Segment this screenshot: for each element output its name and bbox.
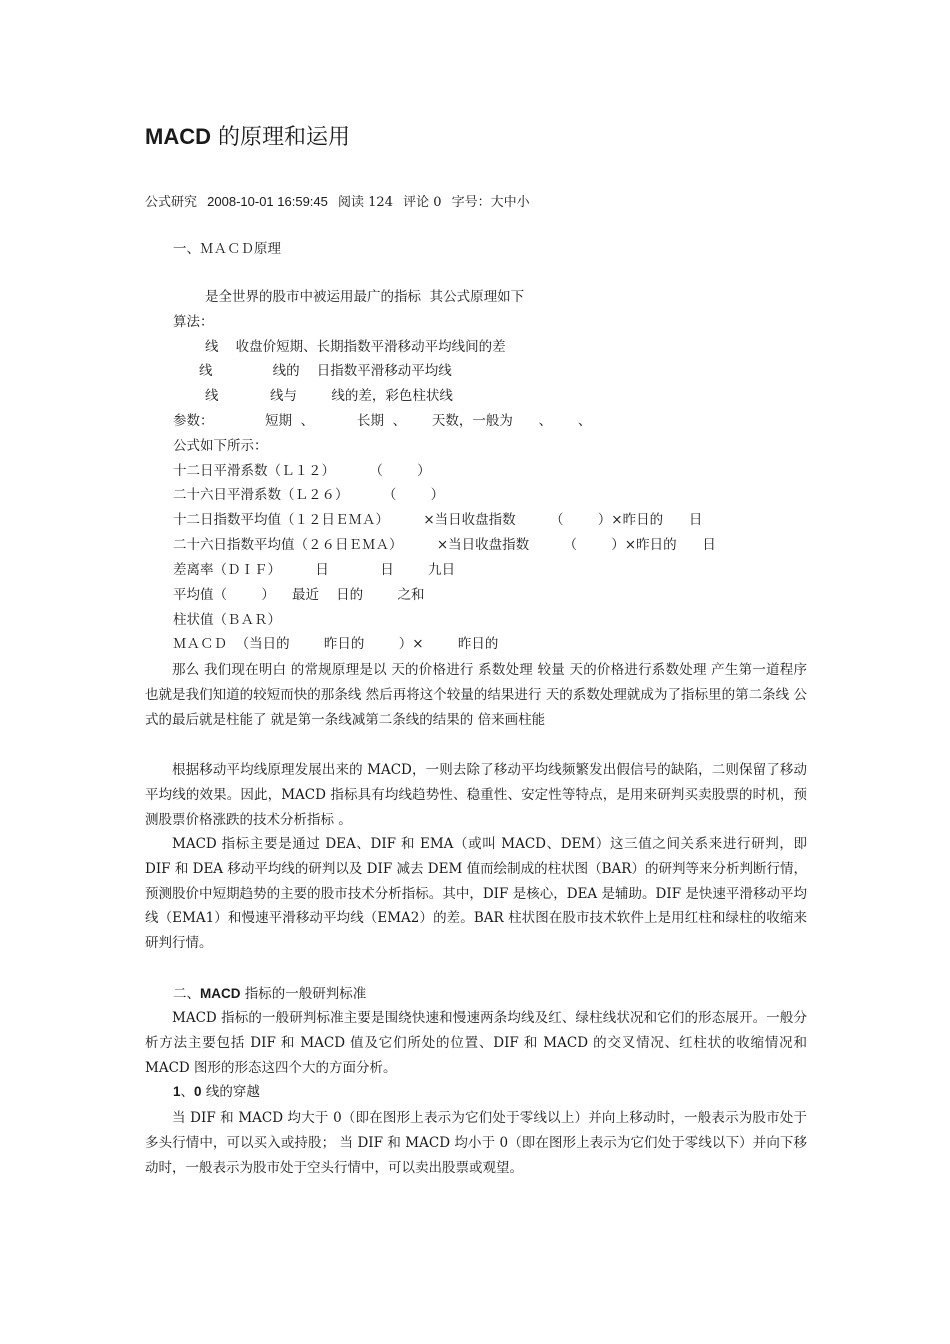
- params-line: 参数： 短期 、 长期 、 天数，一般为 、 、: [173, 413, 592, 429]
- formula-line-8: ＭＡＣＤ （当日的 昨日的 ）× 昨日的: [173, 636, 499, 652]
- formula-line-1: 十二日平滑系数（Ｌ１２） （ ）: [173, 463, 431, 479]
- section1-intro: 是全世界的股市中被运用最广的指标 其公式原理如下: [205, 289, 525, 305]
- meta-fontsize[interactable]: 字号：大中小: [451, 195, 530, 210]
- section2-paragraph-2: 当 DIF 和 MACD 均大于 0（即在图形上表示为它们处于零线以上）并向上移动时，一般表示为股市处于多头行情中，可以买入或持股； 当 DIF 和 MACD 均小于 0（即在图形上表示为它们处于零线以下）并向下移动时，一般表示为股市处于空头行情中，可以卖出股票或观望。: [145, 1110, 807, 1176]
- subheading-zero-line: [173, 1082, 260, 1102]
- section1-paragraph-3: MACD 指标主要是通过 DEA、DIF 和 EMA（或叫 MACD、DEM）这三值之间关系来进行研判，即 DIF 和 DEA 移动平均线的研判以及 DIF 减去 DEM 值而绘制成的柱状图（BAR）的研判等来分析判断行情，预测股价中短期趋势的主要的股市技术分析指标。其中，DIF 是核心，DEA 是辅助。DIF 是快速平滑移动平均线（EMA1）和慢速平滑移动平均线（EMA2）的差。BAR 柱状图在股市技术软件上是用红柱和绿柱的收缩来研判行情。: [145, 836, 807, 952]
- title-rest: 的原理和运用: [211, 125, 350, 150]
- algo-line-2: 线 线的 日指数平滑移动平均线: [199, 363, 452, 379]
- formula-line-6: 平均值（ ） 最近 日的 之和: [173, 587, 425, 603]
- meta-datetime: 2008-10-01 16:59:45: [207, 194, 328, 209]
- section1-paragraph-1: 那么 我们现在明白 的常规原理是以 天的价格进行 系数处理 较量 天的价格进行系数处理 产生第一道程序 也就是我们知道的较短而快的那条线 然后再将这个较量的结果进行 天的系数处理就成为了指标里的第二条线 公式的最后就是柱能了 就是第一条线减第二条线的结果的 倍来画柱能: [145, 662, 807, 728]
- section1-heading: 一、ＭＡＣＤ原理: [173, 241, 281, 257]
- post-meta: [145, 192, 536, 213]
- section2-heading-post: 指标的一般研判标准: [240, 986, 367, 1002]
- formula-line-7: 柱状值（ＢＡＲ）: [173, 612, 281, 628]
- subheading-sep: 、: [180, 1084, 195, 1100]
- subheading-number: 1: [173, 1084, 181, 1099]
- page-title: [145, 122, 350, 153]
- subheading-zero: 0: [194, 1084, 202, 1099]
- meta-category[interactable]: 公式研究: [145, 195, 198, 210]
- meta-comments[interactable]: 评论 0: [403, 195, 442, 210]
- section2-heading-pre: 二、: [173, 986, 200, 1002]
- section2-heading: [173, 984, 366, 1004]
- section2-heading-bold: MACD: [200, 986, 241, 1001]
- section1-paragraph-2: 根据移动平均线原理发展出来的 MACD，一则去除了移动平均线频繁发出假信号的缺陷，二则保留了移动平均线的效果。因此，MACD 指标具有均线趋势性、稳重性、安定性等特点，是用来研判买卖股票的时机，预测股票价格涨跌的技术分析指标 。: [145, 762, 807, 828]
- formula-line-4: 二十六日指数平均值（２６日ＥＭＡ） ×当日收盘指数 （ ）×昨日的 日: [173, 537, 716, 553]
- algo-line-3: 线 线与 线的差，彩色柱状线: [205, 388, 453, 404]
- title-bold: MACD: [145, 124, 211, 149]
- formula-line-3: 十二日指数平均值（１２日ＥＭＡ） ×当日收盘指数 （ ）×昨日的 日: [173, 512, 703, 528]
- meta-reads: 阅读 124: [338, 195, 393, 210]
- algo-label: 算法：: [173, 314, 214, 330]
- formula-line-2: 二十六日平滑系数（Ｌ２６） （ ）: [173, 487, 445, 503]
- formula-label: 公式如下所示：: [173, 438, 268, 454]
- formula-line-5: 差离率（ＤＩＦ） 日 日 九日: [173, 562, 456, 578]
- section2-paragraph-1: MACD 指标的一般研判标准主要是围绕快速和慢速两条均线及红、绿柱线状况和它们的形态展开。一般分析方法主要包括 DIF 和 MACD 值及它们所处的位置、DIF 和 MACD 的交叉情况、红柱状的收缩情况和 MACD 图形的形态这四个大的方面分析。: [145, 1010, 807, 1076]
- subheading-rest: 线的穿越: [201, 1084, 260, 1100]
- algo-line-1: 线 收盘价短期、长期指数平滑移动平均线间的差: [205, 339, 506, 355]
